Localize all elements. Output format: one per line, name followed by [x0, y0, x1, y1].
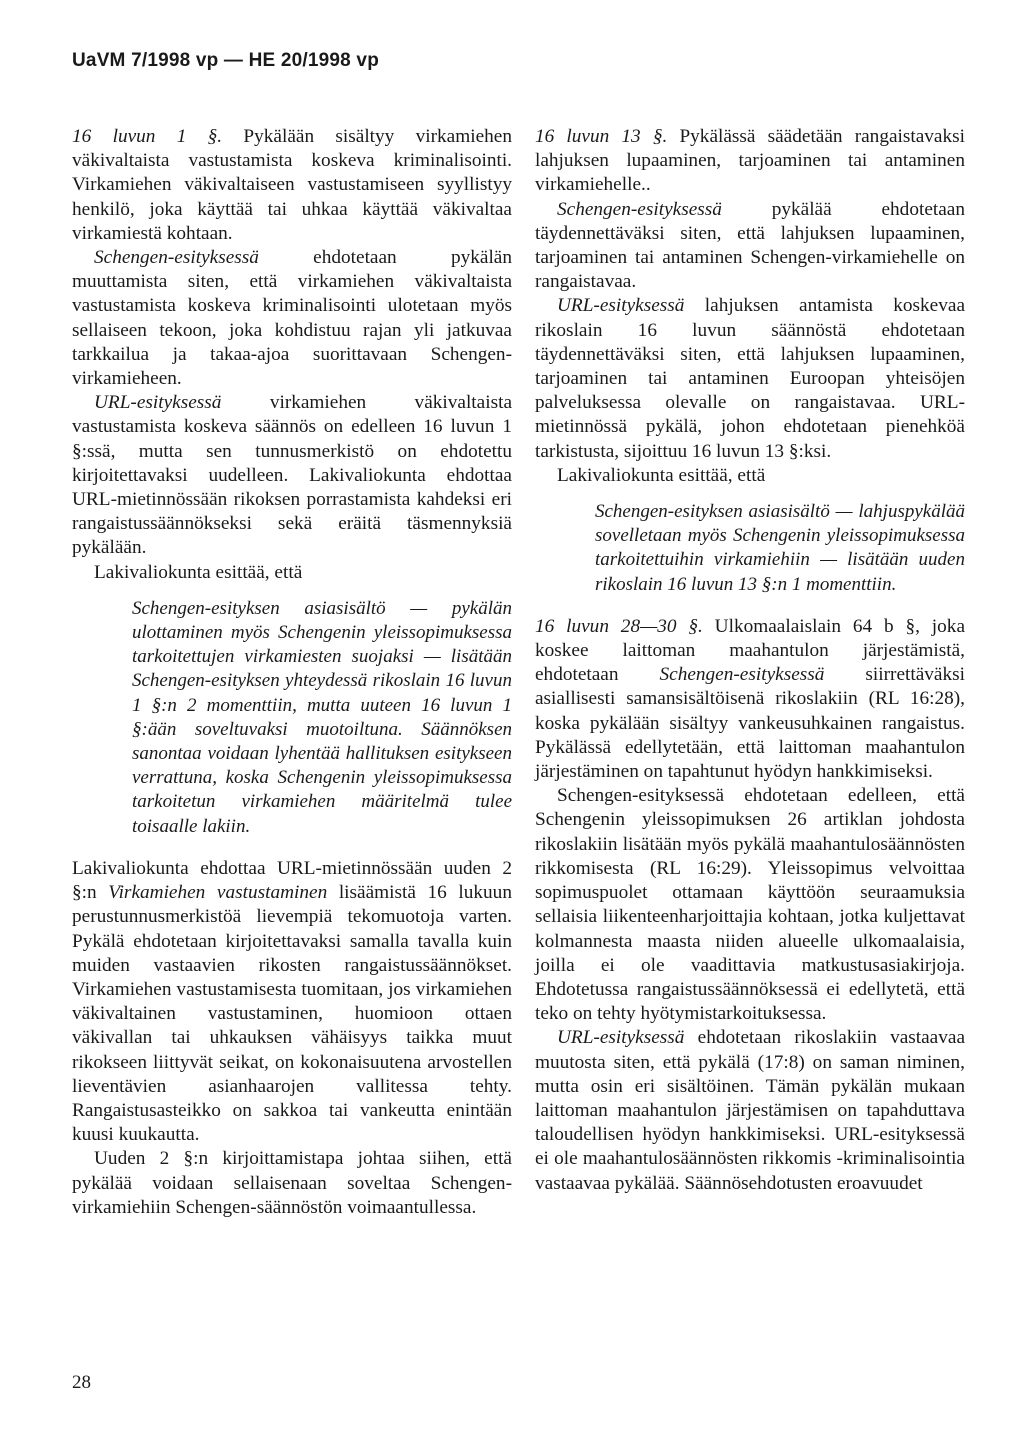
paragraph: 16 luvun 1 §. Pykälään sisältyy virkamiehen väkivaltaista vastustamista koskeva kriminalisointi. Virkamiehen väkivaltaiseen vastustamiseen syyllistyy henkilö, joka käyttää tai uhkaa käyttää väkivaltaa virkamiestä kohtaan.	[72, 126, 512, 244]
paragraph: Lakivaliokunta esittää, että	[557, 464, 766, 486]
paragraph: 16 luvun 28—30 §. Ulkomaalaislain 64 b §, joka koskee laittoman maahantulon järjestämistä, ehdotetaan Schengen-esityksessä siirrettäväksi asiallisesti samansisältöisenä rikoslakiin (RL 16:28), koska pykälään sisältyy vankeusuhkainen rangaistus. Pykälässä edellytetään, että laittoman maahantulon järjestäminen on tapahtunut hyödyn hankkimiseksi.	[535, 615, 965, 783]
paragraph: Schengen-esityksessä ehdotetaan edelleen, että Schengenin yleissopimuksen 26 artiklan johdosta rikoslakiin lisätään myös pykälä maahantulosäännösten rikkomisesta (RL 16:29). Yleissopimus velvoittaa sopimuspuolet ottamaan käyttöön seuraamuksia sellaisia liikenteenharjoittajia kohtaan, jotka kuljettavat kolmannesta maasta niiden alueelle ulkomaalaisia, joilla ei ole vaadittavia matkustusasiakirjoja. Ehdotetussa rangaistussäännöksessä ei edellytetä, että teko on tehty hyötymistarkoituksessa.	[535, 785, 965, 1025]
page-number: 28	[72, 1372, 91, 1393]
paragraph: URL-esityksessä ehdotetaan rikoslakiin vastaavaa muutosta siten, että pykälä (17:8) on saman niminen, mutta osin eri sisältöinen. Tämän pykälän mukaan laittoman maahantulon järjestämisen on tapahduttava taloudellisen hyödyn hankkimiseksi. URL-esityksessä ei ole maahantulosäännösten rikkomis -kriminalisointia vastaavaa pykälää. Säännösehdotusten eroavuudet	[535, 1027, 965, 1194]
paragraph: URL-esityksessä virkamiehen väkivaltaista vastustamista koskeva säännös on edelleen 16 luvun 1 §:ssä, mutta sen tunnusmerkistö on ehdotettu kirjoitettavaksi uudelleen. Lakivaliokunta ehdottaa URL-mietinnössään rikoksen porrastamista kahdeksi eri rangaistussäännökseksi sekä eräitä täsmennyksiä pykälään.	[72, 392, 512, 559]
paragraph: Lakivaliokunta esittää, että	[94, 561, 303, 583]
page-header: UaVM 7/1998 vp — HE 20/1998 vp	[72, 50, 379, 71]
left-column	[72, 125, 512, 1220]
paragraph: 16 luvun 13 §. Pykälässä säädetään rangaistavaksi lahjuksen lupaaminen, tarjoaminen tai antaminen virkamiehelle..	[535, 126, 965, 196]
block-quote: Schengen-esityksen asiasisältö — pykälän ulottaminen myös Schengenin yleissopimuksessa tarkoitettujen virkamiesten suojaksi — lisätään Schengen-esityksen yhteydessä rikoslain 16 luvun 1 §:n 2 momenttiin, mutta uuteen 16 luvun 1 §:ään soveltuvaksi muotoiltuna. Säännöksen sanontaa voidaan lyhentää hallituksen esitykseen verrattuna, koska Schengenin yleissopimuksessa tarkoitetun virkamiehen määritelmä tulee toisaalle lakiin.	[132, 597, 512, 837]
paragraph: Lakivaliokunta ehdottaa URL-mietinnössään uuden 2 §:n Virkamiehen vastustaminen lisäämistä 16 lukuun perustunnusmerkistöä lievempiä tekomuotoja varten. Pykälä ehdotetaan kirjoitettavaksi samalla tavalla kuin muiden vastaavien rikosten rangaistussäännökset. Virkamiehen vastustamisesta tuomitaan, jos virkamiehen väkivaltainen vastustaminen, huomioon ottaen väkivallan tai uhkauksen vähäisyys taikka muut rikokseen liittyvät seikat, on kokonaisuutena arvostellen lieventävien asianhaarojen vallitessa tehty. Rangaistusasteikko on sakkoa tai vankeutta enintään kuusi kuukautta.	[72, 857, 512, 1146]
paragraph: URL-esityksessä lahjuksen antamista koskevaa rikoslain 16 luvun säännöstä ehdotetaan täydennettäväksi siten, että lahjuksen lupaaminen, tarjoaminen tai antaminen Euroopan yhteisöjen palveluksessa olevalle on rangaistavaa. URL-mietinnössä pykälä, johon ehdotetaan pienehköä tarkistusta, sijoittuu 16 luvun 13 §:ksi.	[535, 295, 965, 462]
right-column	[535, 125, 965, 1196]
paragraph: Schengen-esityksessä ehdotetaan pykälän muuttamista siten, että virkamiehen väkivaltaista vastustamista koskeva kriminalisointi ulotetaan myös sellaiseen tekoon, joka kohdistuu rajan yli jatkuvaa tarkkailua ja takaa-ajoa suorittavaan Schengen-virkamieheen.	[72, 247, 512, 390]
paragraph: Uuden 2 §:n kirjoittamistapa johtaa siihen, että pykälää voidaan sellaisenaan soveltaa Schengen-virkamiehiin Schengen-säännöstön voimaantullessa.	[72, 1148, 512, 1218]
block-quote: Schengen-esityksen asiasisältö — lahjuspykälää sovelletaan myös Schengenin yleissopimuksessa tarkoitettuihin virkamiehiin — lisätään uuden rikoslain 16 luvun 13 §:n 1 momenttiin.	[595, 501, 965, 595]
paragraph: Schengen-esityksessä pykälää ehdotetaan täydennettäväksi siten, että lahjuksen lupaaminen, tarjoaminen tai antaminen Schengen-virkamiehelle on rangaistavaa.	[535, 198, 965, 293]
